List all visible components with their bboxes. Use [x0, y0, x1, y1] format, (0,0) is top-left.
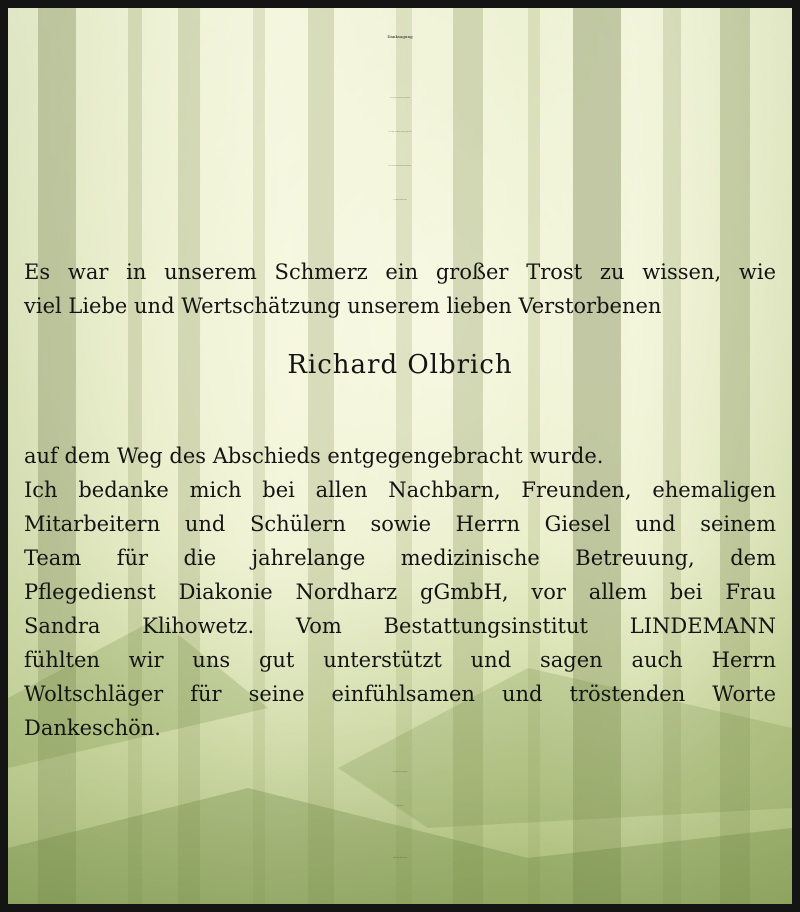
deceased-name: Richard Olbrich: [287, 350, 513, 380]
body-line: Pflegedienst Diakonie Nordharz gGmbH, vor allem bei Frau: [24, 580, 776, 604]
poem-line: die niemand nehmen kann.: [393, 200, 407, 201]
body-line: Sandra Klihowetz. Vom Bestattungsinstitut LINDEMANN: [24, 614, 776, 638]
poem-line: Eine Stimme, die vertraut war, schweigt.: [389, 98, 411, 99]
obituary-content: [8, 8, 792, 904]
body-line: Ich bedanke mich bei allen Nachbarn, Freunden, ehemaligen: [24, 478, 776, 502]
body-line: Woltschläger für seine einfühlsamen und tröstenden Worte: [24, 682, 776, 706]
poem-line: Was bleibt sind die dankbaren Erinnerungen,: [388, 166, 412, 167]
signature-name: Inge Olbrich: [396, 806, 404, 807]
heading: Danksagung: [387, 34, 413, 39]
body-line: fühlten wir uns gut unterstützt und sagen auch Herrn: [24, 648, 776, 672]
intro-line: Es war in unserem Schmerz ein großer Trost zu wissen, wie: [24, 260, 776, 284]
poem-line: Ein Mensch, der immer da war, ist nicht mehr.: [388, 132, 412, 133]
body-line: Team für die jahrelange medizinische Betreuung, dem: [24, 546, 776, 570]
body-line: Mitarbeitern und Schülern sowie Herrn Giesel und seinem: [24, 512, 776, 536]
body-line: auf dem Weg des Abschieds entgegengebracht wurde.: [24, 444, 604, 468]
place-date: Blankenburg, im März 2020: [392, 858, 408, 859]
intro-line: viel Liebe und Wertschätzung unserem lieben Verstorbenen: [24, 294, 662, 318]
body-line: Dankeschön.: [24, 716, 161, 740]
signature-line: Im Namen aller Angehörigen: [392, 772, 408, 773]
